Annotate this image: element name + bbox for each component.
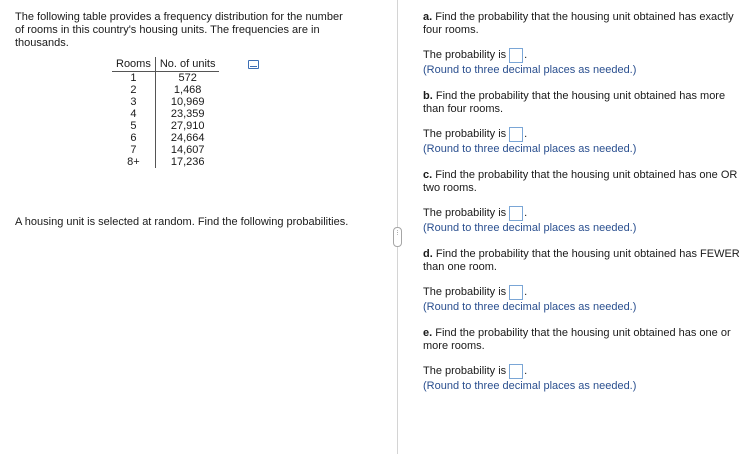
header-units: No. of units [155,57,219,72]
answer-input[interactable] [509,127,523,142]
rounding-note: (Round to three decimal places as needed.) [423,301,637,313]
rooms-cell: 3 [112,96,155,108]
question-block [423,248,743,314]
questions-pane [423,11,743,393]
answer-period: . [524,207,528,219]
rooms-cell: 5 [112,120,155,132]
rooms-cell: 7 [112,144,155,156]
units-cell: 572 [178,72,197,84]
answer-period: . [524,49,528,61]
answer-prefix: The probability is [423,365,507,377]
question-block [423,11,743,77]
question-block [423,90,743,156]
answer-input[interactable] [509,285,523,300]
question-body: Find the probability that the housing unit obtained has exactly four rooms. [423,11,734,36]
table-row [112,96,219,108]
answer-period: . [524,128,528,140]
question-text [423,327,743,353]
answer-row [423,205,743,221]
answer-row [423,47,743,63]
left-pane [15,11,375,50]
table-row [112,120,219,132]
answer-prefix: The probability is [423,207,507,219]
answer-input[interactable] [509,364,523,379]
rooms-cell: 4 [112,108,155,120]
question-text [423,169,743,195]
rounding-note: (Round to three decimal places as needed.) [423,64,637,76]
table-row [112,84,219,96]
question-text [423,248,743,274]
units-cell: 17,236 [170,156,205,168]
units-cell: 23,359 [170,108,205,120]
answer-prefix: The probability is [423,49,507,61]
question-body: Find the probability that the housing unit obtained has FEWER than one room. [423,248,740,273]
answer-period: . [524,365,528,377]
question-label: c. [423,169,433,181]
pane-resize-handle[interactable] [393,227,402,247]
rounding-note: (Round to three decimal places as needed.) [423,222,637,234]
question-block [423,327,743,393]
rounding-note: (Round to three decimal places as needed.) [423,380,637,392]
table-row [112,156,219,168]
table-row [112,108,219,120]
table-view-icon[interactable] [248,60,259,69]
answer-row [423,363,743,379]
problem-intro: The following table provides a frequency distribution for the number of rooms in this country's housing units. The frequencies are in thousands. [15,11,343,49]
question-label: b. [423,90,433,102]
question-body: Find the probability that the housing unit obtained has more than four rooms. [423,90,726,115]
units-cell: 10,969 [170,96,205,108]
rounding-note: (Round to three decimal places as needed.) [423,143,637,155]
header-rooms: Rooms [112,57,155,72]
units-cell: 24,664 [170,132,205,144]
rooms-cell: 1 [112,72,155,85]
answer-row [423,126,743,142]
table-row [112,144,219,156]
rooms-cell: 2 [112,84,155,96]
question-text [423,11,743,37]
answer-prefix: The probability is [423,286,507,298]
rooms-cell: 8+ [112,156,155,168]
answer-input[interactable] [509,48,523,63]
answer-row [423,284,743,300]
units-cell: 27,910 [170,120,205,132]
units-cell: 14,607 [170,144,205,156]
question-label: a. [423,11,433,23]
answer-prefix: The probability is [423,128,507,140]
table-row [112,132,219,144]
question-label: d. [423,248,433,260]
units-cell: 1,468 [173,84,202,96]
question-body: Find the probability that the housing unit obtained has one OR two rooms. [423,169,738,194]
answer-input[interactable] [509,206,523,221]
question-body: Find the probability that the housing unit obtained has one or more rooms. [423,327,731,352]
question-text [423,90,743,116]
table-row [112,72,219,85]
frequency-table [112,57,219,168]
question-label: e. [423,327,433,339]
answer-period: . [524,286,528,298]
rooms-cell: 6 [112,132,155,144]
question-block [423,169,743,235]
selection-instruction: A housing unit is selected at random. Find the following probabilities. [15,216,349,228]
